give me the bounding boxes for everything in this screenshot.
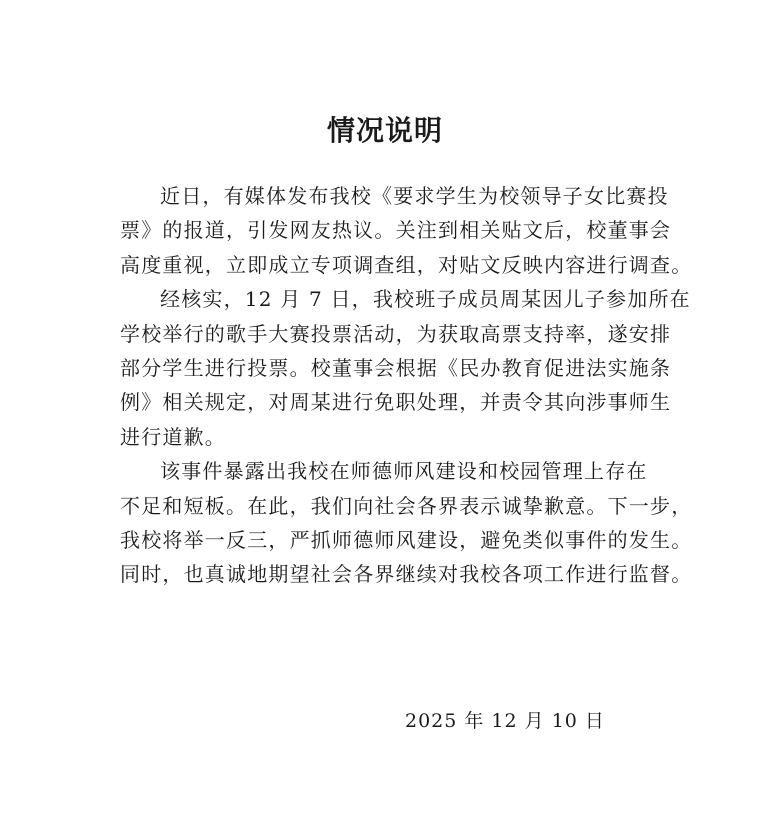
- paragraph-3: [120, 454, 693, 592]
- document-body: [120, 179, 693, 592]
- paragraph-2: [120, 282, 691, 454]
- paragraph-line: 同时，也真诚地期望社会各界继续对我校各项工作进行监督。: [120, 562, 693, 587]
- paragraph-line: 高度重视，立即成立专项调查组，对贴文反映内容进行调查。: [120, 252, 693, 277]
- paragraph-line: 该事件暴露出我校在师德师风建设和校园管理上存在: [160, 459, 648, 484]
- paragraph-line: 经核实，12 月 7 日，我校班子成员周某因儿子参加所在: [160, 287, 691, 312]
- document-date: 2025 年 12 月 10 日: [405, 710, 605, 732]
- paragraph-line: 例》相关规定，对周某进行免职处理，并责令其向涉事师生: [120, 390, 672, 415]
- paragraph-line: 票》的报道，引发网友热议。关注到相关贴文后，校董事会: [120, 218, 672, 243]
- paragraph-line: 不足和短板。在此，我们向社会各界表示诚挚歉意。下一步，: [120, 493, 693, 518]
- paragraph-line: 我校将举一反三，严抓师德师风建设，避免类似事件的发生。: [120, 527, 693, 552]
- paragraph-line: 学校举行的歌手大赛投票活动，为获取高票支持率，遂安排: [120, 321, 672, 346]
- paragraph-line: 近日，有媒体发布我校《要求学生为校领导子女比赛投: [160, 184, 669, 208]
- paragraph-line: 进行道歉。: [120, 424, 226, 449]
- paragraph-line: 部分学生进行投票。校董事会根据《民办教育促进法实施条: [120, 355, 672, 380]
- document-title: 情况说明: [326, 113, 443, 147]
- paragraph-1: [120, 179, 693, 282]
